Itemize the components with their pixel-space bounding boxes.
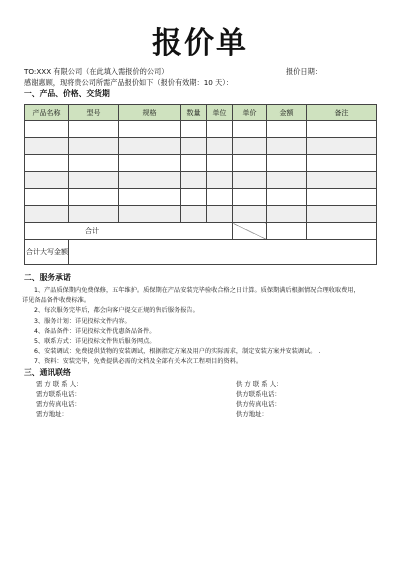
supplier-contact-person-label: 供 方 联 系 人： bbox=[236, 380, 283, 388]
service-term-item: 2、每次服务完毕后，都会向客户提交正规的售后服务报告。 bbox=[34, 307, 199, 315]
total-amount-cell[interactable] bbox=[267, 223, 307, 240]
table-cell[interactable] bbox=[119, 155, 181, 172]
section-contact-heading: 三、通讯联络 bbox=[24, 368, 71, 377]
table-cell[interactable] bbox=[207, 138, 233, 155]
service-term-item: 6、安装调试：免费提供货物的安装调试，根据指定方案及用户的实际需求，制定安装方案并安装调试。 . bbox=[34, 348, 321, 356]
recipient-line: TO:XXX 有限公司（在此填入需报价的公司） bbox=[24, 67, 169, 76]
service-terms bbox=[22, 286, 380, 368]
table-cell[interactable] bbox=[307, 138, 377, 155]
buyer-fax-label: 需方传真电话： bbox=[36, 400, 81, 408]
table-cell[interactable] bbox=[69, 155, 119, 172]
table-header-row bbox=[25, 105, 377, 121]
table-cell[interactable] bbox=[207, 172, 233, 189]
column-header: 单位 bbox=[207, 105, 233, 121]
thanks-line: 感谢惠顾，现将贵公司所需产品报价如下（报价有效期：10 天）： bbox=[24, 78, 234, 87]
table-cell[interactable] bbox=[307, 172, 377, 189]
service-term-item: 5、联系方式：详见投标文件售后服务网点。 bbox=[34, 338, 156, 346]
supplier-fax-label: 供方传真电话： bbox=[236, 400, 281, 408]
table-row bbox=[25, 138, 377, 155]
quotation-table bbox=[24, 104, 377, 265]
table-cell[interactable] bbox=[181, 172, 207, 189]
table-cell[interactable] bbox=[233, 206, 267, 223]
table-cell[interactable] bbox=[69, 121, 119, 138]
document-title: 报价单 bbox=[152, 26, 248, 61]
buyer-address-label: 需方地址： bbox=[36, 410, 68, 418]
table-cell[interactable] bbox=[233, 172, 267, 189]
table-row bbox=[25, 189, 377, 206]
table-cell[interactable] bbox=[69, 206, 119, 223]
column-header: 规格 bbox=[119, 105, 181, 121]
total-remark-cell[interactable] bbox=[307, 223, 377, 240]
table-cell[interactable] bbox=[207, 206, 233, 223]
column-header: 型号 bbox=[69, 105, 119, 121]
section-service-heading: 二、服务承诺 bbox=[24, 273, 71, 282]
table-cell[interactable] bbox=[119, 189, 181, 206]
supplier-phone-label: 供方联系电话： bbox=[236, 390, 281, 398]
column-header: 产品名称 bbox=[25, 105, 69, 121]
table-cell[interactable] bbox=[181, 206, 207, 223]
table-cell[interactable] bbox=[207, 121, 233, 138]
table-cell[interactable] bbox=[207, 155, 233, 172]
table-cell[interactable] bbox=[233, 138, 267, 155]
table-cell[interactable] bbox=[119, 121, 181, 138]
service-term-item: 3、服务计划：详见投标文件内容。 bbox=[34, 317, 131, 325]
table-cell[interactable] bbox=[25, 189, 69, 206]
column-header: 金额 bbox=[267, 105, 307, 121]
table-cell[interactable] bbox=[207, 189, 233, 206]
table-row bbox=[25, 155, 377, 172]
total-words-label: 合计大写金额 bbox=[25, 240, 69, 265]
table-cell[interactable] bbox=[181, 189, 207, 206]
table-cell[interactable] bbox=[267, 155, 307, 172]
table-cell[interactable] bbox=[307, 121, 377, 138]
total-words-row bbox=[25, 240, 377, 265]
column-header: 数量 bbox=[181, 105, 207, 121]
service-term-item: 4、备品备件：详见投标文件优惠备品备件。 bbox=[34, 327, 156, 335]
service-term-item: 详见备品备件收费标准。 bbox=[22, 297, 91, 305]
table-cell[interactable] bbox=[181, 155, 207, 172]
table-row bbox=[25, 121, 377, 138]
table-cell[interactable] bbox=[119, 172, 181, 189]
table-cell[interactable] bbox=[267, 189, 307, 206]
table-cell[interactable] bbox=[267, 206, 307, 223]
table-cell[interactable] bbox=[119, 138, 181, 155]
section-products-heading: 一、产品、价格、交货期 bbox=[24, 89, 110, 98]
supplier-address-label: 供方地址： bbox=[236, 410, 268, 418]
table-cell[interactable] bbox=[267, 138, 307, 155]
table-cell[interactable] bbox=[233, 121, 267, 138]
column-header: 备注 bbox=[307, 105, 377, 121]
table-cell[interactable] bbox=[119, 206, 181, 223]
service-term-item: 1、产品质保期内免费保修，五年维护。质保期在产品安装完毕验收合格之日计算。质保期满后根据情况合理收取费用， bbox=[34, 287, 360, 294]
table-cell[interactable] bbox=[267, 121, 307, 138]
table-cell[interactable] bbox=[25, 138, 69, 155]
quote-date-label: 报价日期： bbox=[286, 67, 322, 76]
table-cell[interactable] bbox=[25, 155, 69, 172]
table-cell[interactable] bbox=[233, 155, 267, 172]
table-cell[interactable] bbox=[267, 172, 307, 189]
total-row bbox=[25, 223, 377, 240]
total-unit-price-cell bbox=[233, 223, 267, 240]
table-cell[interactable] bbox=[307, 155, 377, 172]
table-cell[interactable] bbox=[25, 206, 69, 223]
table-cell[interactable] bbox=[69, 138, 119, 155]
table-row bbox=[25, 206, 377, 223]
table-cell[interactable] bbox=[69, 172, 119, 189]
buyer-phone-label: 需方联系电话： bbox=[36, 390, 81, 398]
table-cell[interactable] bbox=[25, 172, 69, 189]
table-cell[interactable] bbox=[181, 138, 207, 155]
table-cell[interactable] bbox=[25, 121, 69, 138]
total-words-cell[interactable] bbox=[69, 240, 377, 265]
buyer-contact-person-label: 需 方 联 系 人： bbox=[36, 380, 83, 388]
table-cell[interactable] bbox=[307, 189, 377, 206]
table-cell[interactable] bbox=[69, 189, 119, 206]
column-header: 单价 bbox=[233, 105, 267, 121]
table-cell[interactable] bbox=[181, 121, 207, 138]
table-cell[interactable] bbox=[307, 206, 377, 223]
total-label: 合计 bbox=[25, 223, 233, 240]
table-row bbox=[25, 172, 377, 189]
table-cell[interactable] bbox=[233, 189, 267, 206]
service-term-item: 7、资料：安装完毕，免费提供必需的文档及全部有关本次工程项目的资料。 bbox=[34, 358, 243, 366]
